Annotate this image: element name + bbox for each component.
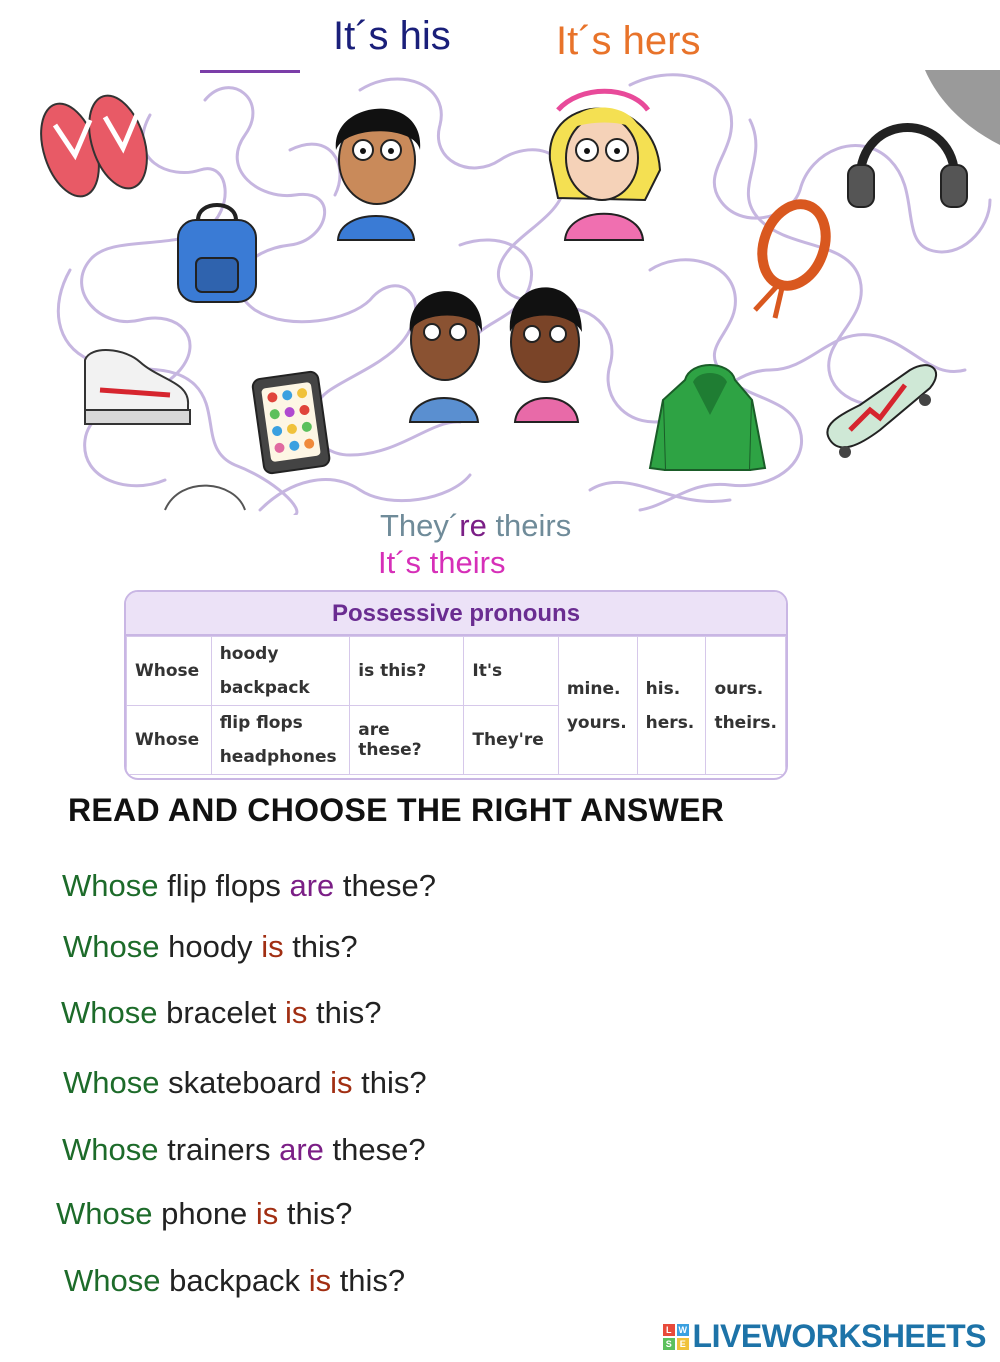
question-2 [63, 929, 358, 965]
cell-verb: are these? [350, 706, 464, 775]
theyre-part-c: theirs [486, 508, 572, 543]
word-verb: are [279, 1132, 324, 1167]
question-3 [61, 995, 382, 1031]
word-whose: Whose [61, 995, 158, 1030]
word-whose: Whose [63, 929, 160, 964]
word-noun: hoody [159, 929, 262, 964]
poss-mine: mine. [566, 678, 621, 699]
word-whose: Whose [56, 1196, 153, 1231]
theyre-part-a: They´ [380, 508, 460, 543]
word-verb: is [261, 929, 284, 964]
word-end: this? [352, 1065, 427, 1100]
boy-icon [336, 109, 420, 240]
label-its-hers: It´s hers [556, 19, 701, 63]
hoody-icon [650, 365, 765, 470]
theyre-part-b: re [459, 508, 487, 543]
backpack-icon [178, 205, 256, 302]
phone-icon [252, 371, 331, 474]
word-verb: is [308, 1263, 332, 1298]
cell-poss-3 [706, 637, 786, 775]
skateboard-icon [827, 365, 936, 458]
cell-pronoun: It's [464, 637, 558, 706]
cell-whose: Whose [127, 637, 212, 706]
word-whose: Whose [62, 868, 159, 903]
label-its-his: It´s his [333, 14, 451, 58]
item-flip-flops: flip flops [219, 713, 303, 733]
poss-ours: ours. [714, 678, 764, 699]
poss-yours: yours. [566, 712, 627, 733]
pronouns-grid [126, 636, 786, 775]
question-5 [62, 1132, 426, 1168]
word-whose: Whose [64, 1263, 161, 1298]
word-noun: trainers [158, 1132, 280, 1167]
its-theirs-part-b: theirs [421, 545, 506, 580]
word-verb: is [330, 1065, 353, 1100]
question-1 [62, 868, 436, 904]
word-end: this? [278, 1196, 353, 1231]
word-verb: is [285, 995, 308, 1030]
girl-icon [550, 91, 660, 240]
label-its-theirs [378, 545, 505, 581]
word-verb: are [289, 868, 335, 903]
word-end: this? [283, 929, 358, 964]
twins-icon [410, 287, 582, 422]
liveworksheets-logo [663, 1318, 986, 1355]
its-theirs-part-a: It´s [378, 545, 422, 580]
logo-text: LIVEWORKSHEETS [692, 1318, 986, 1354]
cell-items [211, 637, 350, 706]
instructions-heading: READ AND CHOOSE THE RIGHT ANSWER [68, 792, 725, 828]
item-headphones: headphones [219, 747, 337, 767]
question-6 [56, 1196, 352, 1232]
word-noun: flip flops [158, 868, 290, 903]
question-4 [63, 1065, 427, 1101]
cell-items [211, 706, 350, 775]
poss-theirs: theirs. [714, 712, 777, 733]
label-theyre-theirs [380, 508, 571, 544]
table-title: Possessive pronouns [126, 592, 786, 636]
word-whose: Whose [62, 1132, 159, 1167]
cell-verb: is this? [350, 637, 464, 706]
word-verb: is [255, 1196, 279, 1231]
maze-illustration [30, 70, 1000, 515]
cell-poss-1 [558, 637, 637, 775]
word-end: this? [307, 995, 382, 1030]
logo-mark-icon: L W S E [663, 1324, 689, 1350]
item-backpack: backpack [219, 678, 310, 698]
word-end: this? [331, 1263, 406, 1298]
question-7 [64, 1263, 405, 1299]
poss-hers: hers. [645, 712, 695, 733]
table-row [127, 637, 786, 706]
poss-his: his. [645, 678, 681, 699]
flip-flops-icon [30, 88, 157, 203]
item-hoody: hoody [219, 644, 279, 664]
cell-poss-2 [637, 637, 706, 775]
word-end: these? [334, 868, 436, 903]
word-noun: phone [152, 1196, 256, 1231]
cell-pronoun: They're [464, 706, 558, 775]
word-noun: skateboard [159, 1065, 331, 1100]
word-end: these? [323, 1132, 426, 1167]
word-noun: backpack [160, 1263, 309, 1298]
word-noun: bracelet [157, 995, 285, 1030]
cell-whose: Whose [127, 706, 212, 775]
bracelet-icon [751, 195, 836, 318]
trainers-icon [85, 350, 190, 424]
word-whose: Whose [63, 1065, 160, 1100]
possessive-pronouns-table [124, 590, 788, 780]
